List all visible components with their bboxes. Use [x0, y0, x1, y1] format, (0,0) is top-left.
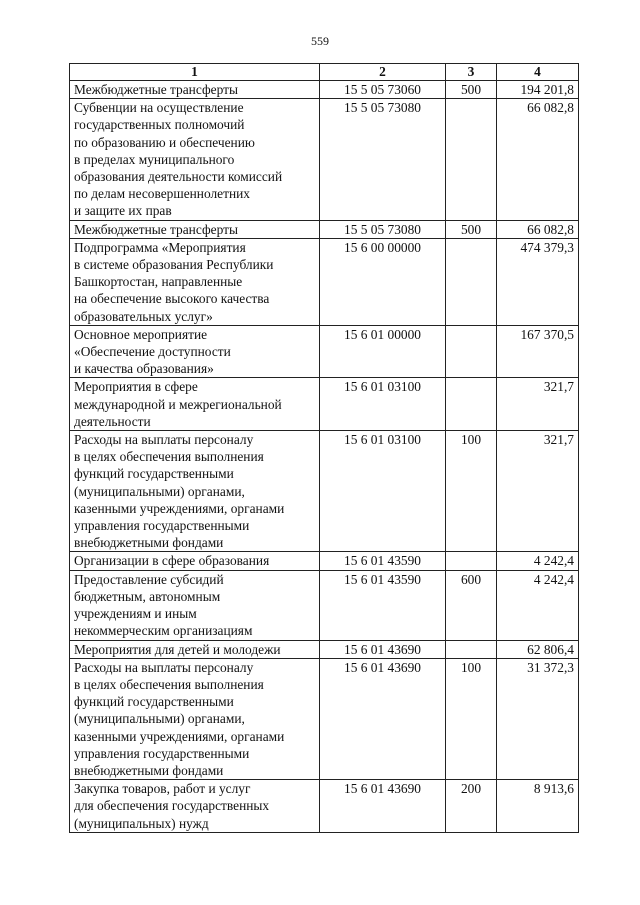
row-sum: 62 806,4 — [497, 640, 579, 658]
row-sum: 321,7 — [497, 431, 579, 552]
row-sum: 4 242,4 — [497, 552, 579, 570]
row-name: Подпрограмма «Мероприятия в системе образования Республики Башкортостан, направленные на обеспечение высокого качества образовательных услуг» — [70, 238, 320, 325]
row-sum: 66 082,8 — [497, 99, 579, 220]
row-expense-type — [446, 99, 497, 220]
row-name: Основное мероприятие «Обеспечение доступности и качества образования» — [70, 325, 320, 378]
row-code: 15 6 00 00000 — [320, 238, 446, 325]
table-row — [70, 431, 579, 552]
row-name: Межбюджетные трансферты — [70, 81, 320, 99]
table-row — [70, 658, 579, 779]
table-row — [70, 780, 579, 833]
row-code: 15 6 01 03100 — [320, 431, 446, 552]
row-code: 15 6 01 43590 — [320, 570, 446, 640]
row-sum: 66 082,8 — [497, 220, 579, 238]
row-name: Организации в сфере образования — [70, 552, 320, 570]
row-expense-type — [446, 640, 497, 658]
table-header-row — [70, 64, 579, 81]
row-expense-type — [446, 238, 497, 325]
table-row — [70, 570, 579, 640]
table-row — [70, 325, 579, 378]
row-code: 15 6 01 43590 — [320, 552, 446, 570]
table-row — [70, 220, 579, 238]
row-sum: 8 913,6 — [497, 780, 579, 833]
row-sum: 31 372,3 — [497, 658, 579, 779]
row-code: 15 6 01 43690 — [320, 780, 446, 833]
budget-table — [69, 63, 579, 833]
row-code: 15 6 01 43690 — [320, 658, 446, 779]
row-expense-type: 100 — [446, 658, 497, 779]
row-code: 15 5 05 73080 — [320, 99, 446, 220]
table-row — [70, 238, 579, 325]
row-sum: 321,7 — [497, 378, 579, 431]
row-sum: 167 370,5 — [497, 325, 579, 378]
row-expense-type: 600 — [446, 570, 497, 640]
row-name: Мероприятия в сфере международной и межрегиональной деятельности — [70, 378, 320, 431]
column-header-name: 1 — [70, 64, 320, 81]
row-code: 15 5 05 73060 — [320, 81, 446, 99]
row-code: 15 6 01 03100 — [320, 378, 446, 431]
table-row — [70, 640, 579, 658]
row-name: Мероприятия для детей и молодежи — [70, 640, 320, 658]
row-code: 15 6 01 00000 — [320, 325, 446, 378]
table-row — [70, 378, 579, 431]
column-header-type: 3 — [446, 64, 497, 81]
row-expense-type: 100 — [446, 431, 497, 552]
row-sum: 194 201,8 — [497, 81, 579, 99]
row-sum: 474 379,3 — [497, 238, 579, 325]
page-number: 559 — [311, 34, 329, 48]
row-name: Субвенции на осуществление государственных полномочий по образованию и обеспечению в пределах муниципального образования деятельности комиссий по делам несовершеннолетних и защите их прав — [70, 99, 320, 220]
column-header-code: 2 — [320, 64, 446, 81]
row-name: Закупка товаров, работ и услуг для обеспечения государственных (муниципальных) нужд — [70, 780, 320, 833]
row-code: 15 5 05 73080 — [320, 220, 446, 238]
row-sum: 4 242,4 — [497, 570, 579, 640]
table-row — [70, 99, 579, 220]
row-code: 15 6 01 43690 — [320, 640, 446, 658]
table-row — [70, 552, 579, 570]
column-header-sum: 4 — [497, 64, 579, 81]
row-name: Расходы на выплаты персоналу в целях обеспечения выполнения функций государственными (муниципальными) органами, казенными учреждениями, органами управления государственными внебюджетными фондами — [70, 658, 320, 779]
row-expense-type — [446, 325, 497, 378]
row-expense-type — [446, 552, 497, 570]
row-name: Расходы на выплаты персоналу в целях обеспечения выполнения функций государственными (муниципальными) органами, казенными учреждениями, органами управления государственными внебюджетными фондами — [70, 431, 320, 552]
row-expense-type: 500 — [446, 81, 497, 99]
table-row — [70, 81, 579, 99]
row-expense-type — [446, 378, 497, 431]
row-name: Предоставление субсидий бюджетным, автономным учреждениям и иным некоммерческим организациям — [70, 570, 320, 640]
row-name: Межбюджетные трансферты — [70, 220, 320, 238]
row-expense-type: 500 — [446, 220, 497, 238]
row-expense-type: 200 — [446, 780, 497, 833]
